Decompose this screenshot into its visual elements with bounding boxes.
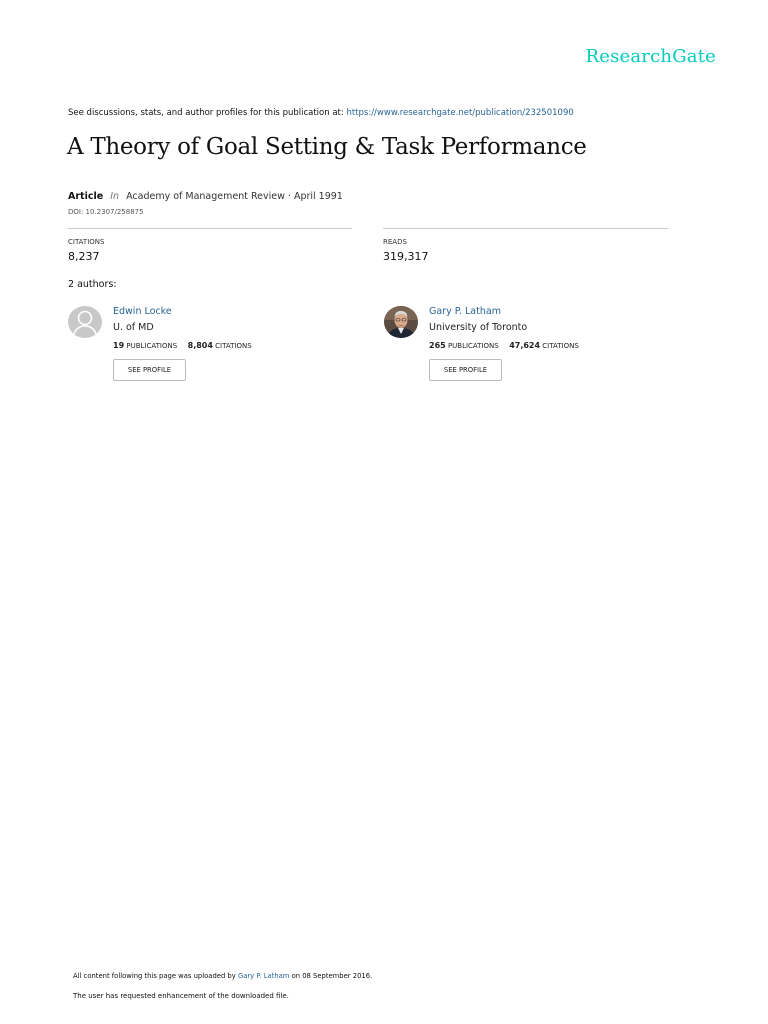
see-profile-button[interactable]: SEE PROFILE (113, 359, 186, 381)
doi: DOI: 10.2307/258875 (68, 208, 144, 216)
discussion-text: See discussions, stats, and author profiles for this publication at: (68, 108, 344, 118)
author-stats (429, 341, 579, 350)
researchgate-logo[interactable]: ResearchGate (585, 46, 716, 67)
author-photo[interactable] (384, 306, 418, 338)
publication-title: A Theory of Goal Setting & Task Performance (67, 134, 587, 160)
publication-type: Article (68, 191, 104, 202)
author-citations-label: CITATIONS (215, 342, 252, 350)
reads-label: READS (383, 238, 407, 246)
in-label: In (110, 191, 120, 202)
author-institution: University of Toronto (429, 322, 528, 333)
author-citations-count: 47,624 (509, 341, 541, 350)
publication-meta (68, 191, 343, 202)
citations-divider (68, 228, 352, 229)
author-citations-count: 8,804 (187, 341, 213, 350)
reads-value: 319,317 (383, 250, 429, 263)
publications-label: PUBLICATIONS (126, 342, 178, 350)
journal-date: Academy of Management Review · April 1991 (126, 191, 343, 202)
citations-value: 8,237 (68, 250, 100, 263)
author-institution: U. of MD (113, 322, 154, 333)
publications-count: 265 (429, 341, 446, 350)
see-profile-button[interactable]: SEE PROFILE (429, 359, 502, 381)
citations-label: CITATIONS (68, 238, 105, 246)
publication-url-link[interactable]: https://www.researchgate.net/publication/232501090 (346, 108, 574, 118)
upload-prefix: All content following this page was uploaded by (73, 972, 236, 980)
discussion-line (68, 108, 574, 118)
upload-suffix: on 08 September 2016. (291, 972, 373, 980)
author-name-link[interactable]: Edwin Locke (113, 306, 172, 317)
uploader-link[interactable]: Gary P. Latham (237, 972, 290, 980)
author-citations-label: CITATIONS (542, 342, 579, 350)
author-stats (113, 341, 252, 350)
publications-count: 19 (113, 341, 125, 350)
placeholder-avatar-icon[interactable] (68, 306, 102, 338)
enhancement-note: The user has requested enhancement of the downloaded file. (73, 992, 289, 1000)
authors-count: 2 authors: (68, 279, 117, 290)
author-name-link[interactable]: Gary P. Latham (429, 306, 501, 317)
reads-divider (383, 228, 668, 229)
upload-notice (73, 972, 372, 980)
publications-label: PUBLICATIONS (447, 342, 499, 350)
